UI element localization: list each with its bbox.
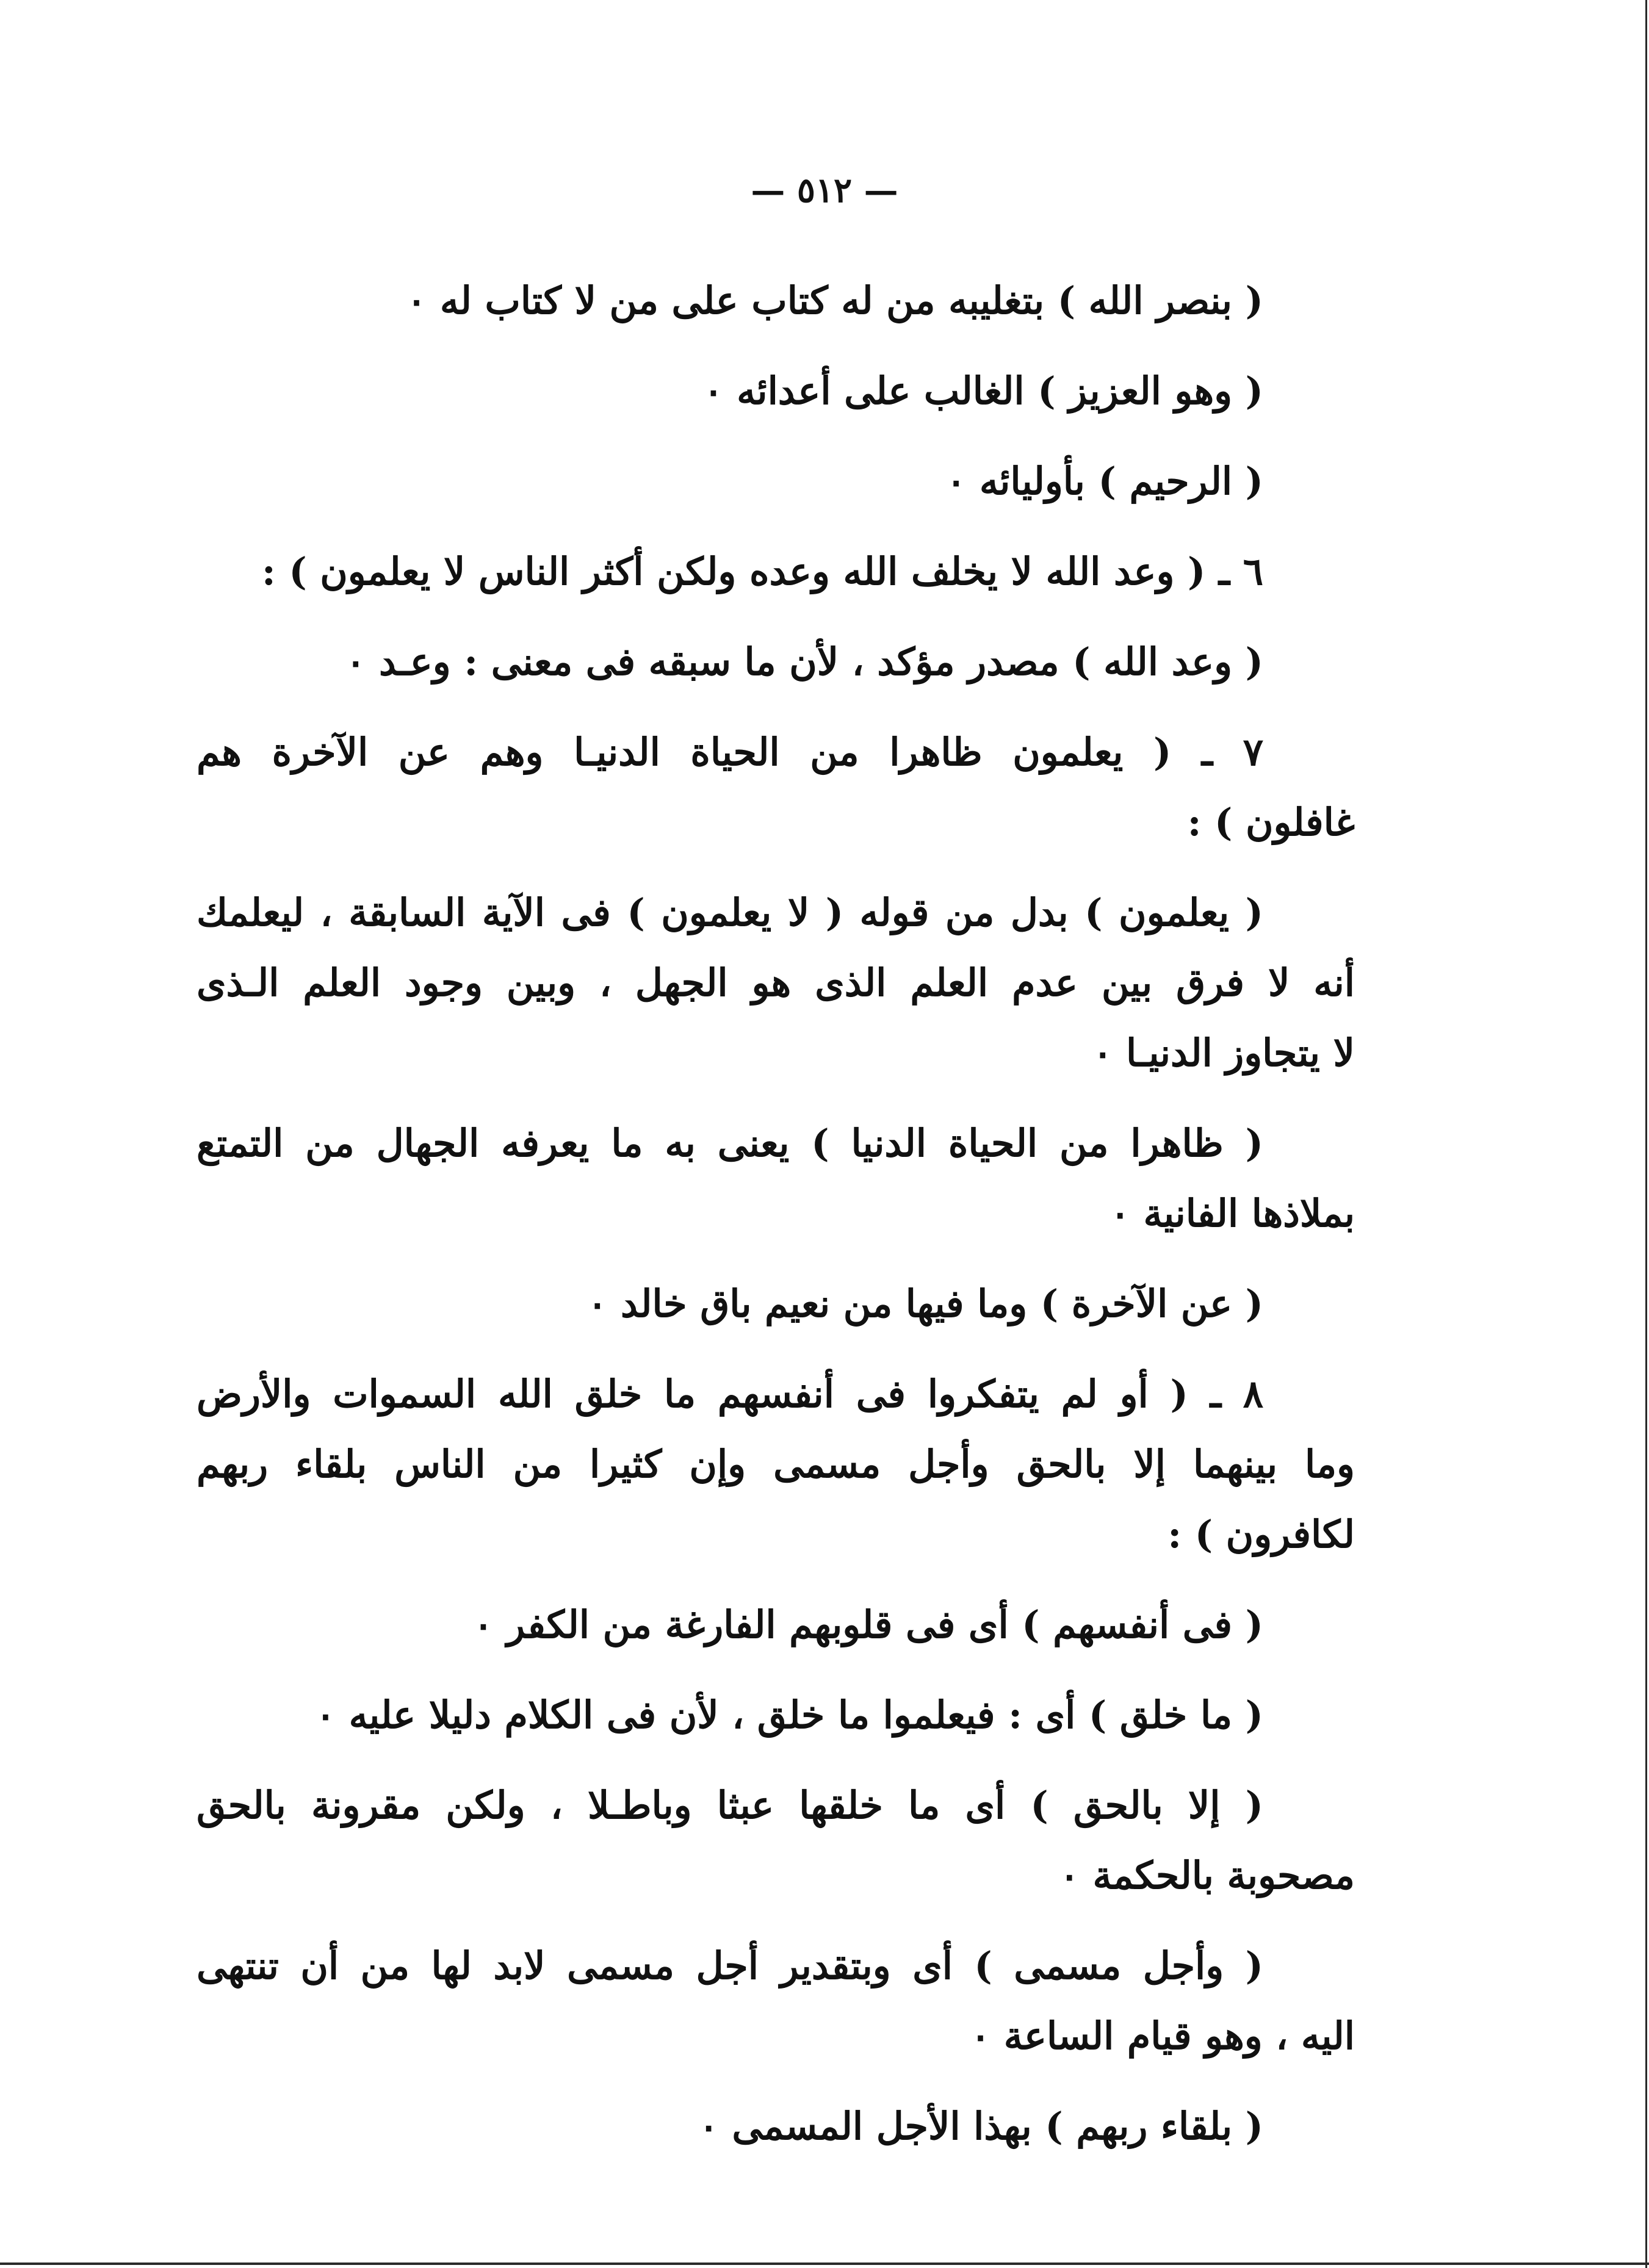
paragraph-line: ( بلقاء ربهم ) بهذا الأجل المسمى ٠	[698, 2104, 1263, 2148]
paragraph-line: ٨ ـ ( أو لم يتفكروا فى أنفسهم ما خلق الله السموات والأرض	[197, 1372, 1263, 1416]
paragraph-line: وما بينهما إلا بالحق وأجل مسمى وإن كثيرا من الناس بلقاء ربهم	[197, 1442, 1355, 1486]
paragraph: ( الرحيم ) بأوليائه ٠	[945, 459, 1263, 503]
paragraph-line: أنه لا فرق بين عدم العلم الذى هو الجهل ، وبين وجود العلم الـذى	[197, 960, 1355, 1005]
paragraph-line: ( ما خلق ) أى : فيعلموا ما خلق ، لأن فى الكلام دليلا عليه ٠	[315, 1693, 1263, 1737]
paragraph-line: ( وأجل مسمى ) أى وبتقدير أجل مسمى لابد لها من أن تنتهى	[197, 1943, 1263, 1988]
paragraph-line: بملاذها الفانية ٠	[1110, 1191, 1355, 1236]
paragraph: ( وعد الله ) مصدر مؤكد ، لأن ما سبقه فى معنى : وعـد ٠	[345, 639, 1263, 684]
paragraph-verse-8	[197, 1359, 1355, 1569]
paragraph: ٦ ـ ( وعد الله لا يخلف الله وعده ولكن أكثر الناس لا يعلمون ) :	[261, 549, 1263, 594]
paragraph-line: ٧ ـ ( يعلمون ظاهرا من الحياة الدنيـا وهم عن الآخرة هم	[197, 730, 1263, 774]
paragraph-line: ( فى أنفسهم ) أى فى قلوبهم الفارغة من الكفر ٠	[473, 1602, 1263, 1647]
scan-border-bottom	[0, 2263, 1649, 2265]
paragraph-line: لكافرون ) :	[1167, 1512, 1355, 1557]
paragraph-commentary	[197, 877, 1355, 1088]
page-number: — ٥١٢ —	[751, 170, 898, 211]
paragraph-line: غافلون ) :	[1187, 800, 1355, 844]
paragraph-line: ( ظاهرا من الحياة الدنيا ) يعنى به ما يعرفه الجهال من التمتع	[197, 1121, 1263, 1165]
paragraph: ( وهو العزيز ) الغالب على أعدائه ٠	[703, 369, 1263, 413]
paragraph-verse-7	[197, 717, 1355, 857]
page-body	[197, 265, 1355, 2181]
paragraph-line: لا يتجاوز الدنيـا ٠	[1092, 1031, 1355, 1075]
paragraph-commentary	[197, 2091, 1355, 2161]
paragraph-line: ( عن الآخرة ) وما فيها من نعيم باق خالد ٠	[587, 1281, 1263, 1326]
scan-border-right	[1645, 0, 1647, 2268]
paragraph: ( بنصر الله ) بتغليبه من له كتاب على من لا كتاب له ٠	[406, 278, 1263, 323]
paragraph-commentary	[197, 1108, 1355, 1248]
paragraph-line: ( إلا بالحق ) أى ما خلقها عبثا وباطـلا ، ولكن مقرونة بالحق	[197, 1783, 1263, 1827]
paragraph-line: مصحوبة بالحكمة ٠	[1059, 1853, 1355, 1898]
paragraph-commentary	[197, 1931, 1355, 2071]
paragraph-commentary	[197, 1269, 1355, 1339]
paragraph-line: ( يعلمون ) بدل من قوله ( لا يعلمون ) فى الآية السابقة ، ليعلمك	[197, 890, 1263, 935]
paragraph-line: اليه ، وهو قيام الساعة ٠	[970, 2014, 1355, 2058]
paragraph-commentary	[197, 1770, 1355, 1910]
paragraph-commentary	[197, 1680, 1355, 1750]
paragraph-commentary	[197, 1589, 1355, 1660]
